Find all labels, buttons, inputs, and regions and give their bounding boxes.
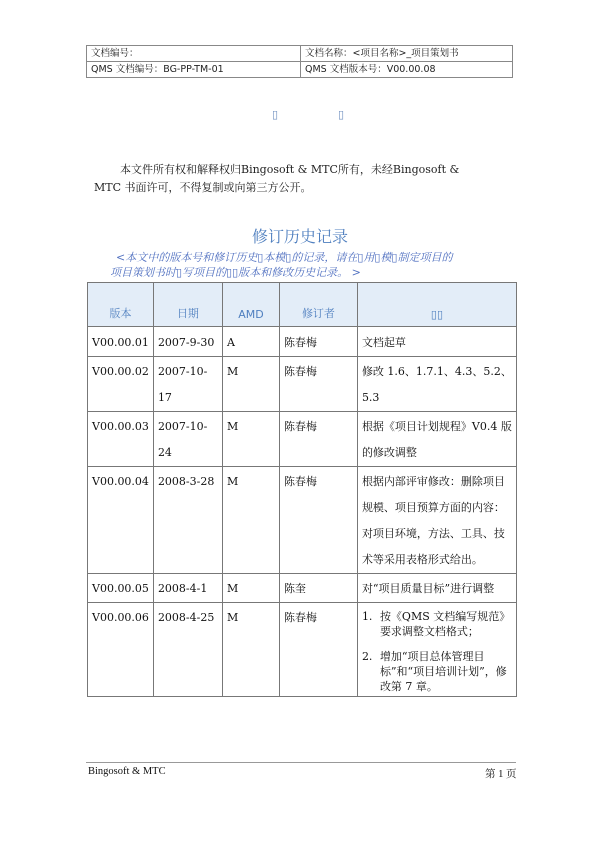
version-cell: V00.00.04 xyxy=(88,467,154,574)
revision-note-line-1: <本文中的版本号和修订历史▯本模▯的记录，请在▯用▯模▯制定项目的 xyxy=(116,251,453,264)
column-header-author: 修订者 xyxy=(279,283,357,327)
description-cell: 修改 1.6、1.7.1、4.3、5.2、5.3 xyxy=(357,357,516,412)
date-cell: 2008-4-25 xyxy=(153,603,222,697)
list-number: 2. xyxy=(361,650,373,663)
missing-glyph-icon: ▯ xyxy=(272,108,279,121)
list-text: 按《QMS 文档编写规范》要求调整文档格式； xyxy=(379,610,511,638)
copyright-notice xyxy=(94,161,524,197)
amd-cell: M xyxy=(222,357,279,412)
copyright-line-2: MTC 书面许可，不得复制或向第三方公开。 xyxy=(94,181,312,194)
author-cell: 陈奎 xyxy=(279,574,357,603)
author-cell: 陈春梅 xyxy=(279,357,357,412)
column-header-version: 版本 xyxy=(88,283,154,327)
version-cell: V00.00.06 xyxy=(88,603,154,697)
list-text: 增加“项目总体管理目标”和“项目培训计划”，修改第 7 章。 xyxy=(379,650,507,693)
author-cell: 陈春梅 xyxy=(279,412,357,467)
change-list-item xyxy=(362,609,512,639)
column-header-date: 日期 xyxy=(153,283,222,327)
table-row xyxy=(88,467,517,574)
description-cell: 文档起草 xyxy=(357,327,516,357)
footer-divider xyxy=(86,762,516,763)
version-cell: V00.00.03 xyxy=(88,412,154,467)
date-cell: 2008-4-1 xyxy=(153,574,222,603)
table-row xyxy=(88,357,517,412)
revision-note-line-2: 项目策划书时▯写项目的▯▯版本和修改历史记录。 > xyxy=(110,266,361,279)
revision-history-title: 修订历史记录 xyxy=(251,227,348,246)
version-cell: V00.00.01 xyxy=(88,327,154,357)
description-cell: 对“项目质量目标”进行调整 xyxy=(357,574,516,603)
qms-version-cell: QMS 文档版本号：V00.00.08 xyxy=(301,62,513,78)
table-row xyxy=(88,603,517,697)
amd-cell: M xyxy=(222,603,279,697)
footer-company: Bingosoft & MTC xyxy=(88,766,166,777)
column-header-description: ▯▯ xyxy=(357,283,516,327)
doc-name-cell: 文档名称：<项目名称>_项目策划书 xyxy=(301,46,513,62)
amd-cell: A xyxy=(222,327,279,357)
qms-number-cell: QMS 文档编号：BG-PP-TM-01 xyxy=(87,62,301,78)
description-cell: 根据《项目计划规程》V0.4 版的修改调整 xyxy=(357,412,516,467)
description-cell: 根据内部评审修改：删除项目规模、项目预算方面的内容：对项目环境，方法、工具、技术等采用表格形式给出。 xyxy=(357,467,516,574)
change-list-item xyxy=(362,649,512,694)
version-cell: V00.00.02 xyxy=(88,357,154,412)
table-row xyxy=(88,412,517,467)
version-cell: V00.00.05 xyxy=(88,574,154,603)
amd-cell: M xyxy=(222,412,279,467)
column-header-amd: AMD xyxy=(222,283,279,327)
table-header-row xyxy=(88,283,517,327)
copyright-line-1: 本文件所有权和解释权归Bingosoft & MTC所有，未经Bingosoft & xyxy=(120,163,460,176)
author-cell: 陈春梅 xyxy=(279,467,357,574)
description-cell xyxy=(357,603,516,697)
revision-history-table xyxy=(87,282,517,697)
date-cell: 2008-3-28 xyxy=(153,467,222,574)
list-number: 1. xyxy=(361,610,373,623)
footer-page-number: 第 1 页 xyxy=(485,769,517,780)
revision-note xyxy=(110,250,516,280)
date-cell: 2007-10-17 xyxy=(153,357,222,412)
date-cell: 2007-10-24 xyxy=(153,412,222,467)
author-cell: 陈春梅 xyxy=(279,603,357,697)
missing-glyph-icon: ▯ xyxy=(338,108,345,121)
author-cell: 陈春梅 xyxy=(279,327,357,357)
amd-cell: M xyxy=(222,574,279,603)
table-row xyxy=(88,574,517,603)
amd-cell: M xyxy=(222,467,279,574)
date-cell: 2007-9-30 xyxy=(153,327,222,357)
change-list xyxy=(362,609,512,694)
document-header-table xyxy=(86,45,513,78)
table-row xyxy=(88,327,517,357)
doc-number-cell: 文档编号： xyxy=(87,46,301,62)
